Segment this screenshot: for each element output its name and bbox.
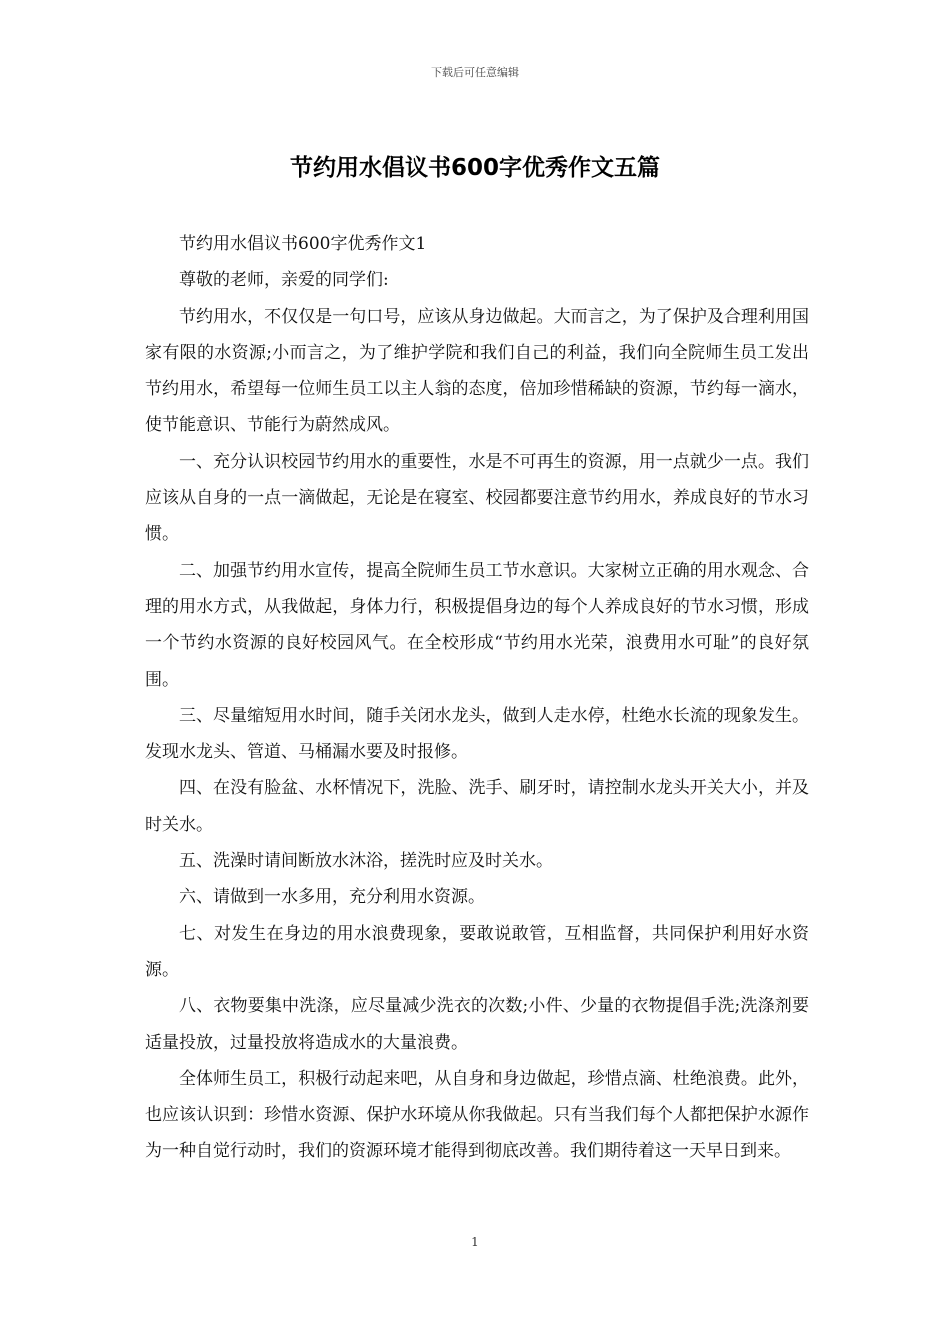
- paragraph-point-3: 三、尽量缩短用水时间，随手关闭水龙头，做到人走水停，杜绝水长流的现象发生。发现水龙头、管道、马桶漏水要及时报修。: [145, 705, 809, 763]
- document-title: 节约用水倡议书600字优秀作文五篇: [289, 155, 660, 181]
- paragraph-point-2: 二、加强节约用水宣传，提高全院师生员工节水意识。大家树立正确的用水观念、合理的用水方式，从我做起，身体力行，积极提倡身边的每个人养成良好的节水习惯，形成一个节约水资源的良好校园风气。在全校形成“节约用水光荣，浪费用水可耻”的良好氛围。: [145, 560, 809, 690]
- paragraph-intro: 节约用水，不仅仅是一句口号，应该从身边做起。大而言之，为了保护及合理利用国家有限的水资源;小而言之，为了维护学院和我们自己的利益，我们向全院师生员工发出节约用水，希望每一位师生员工以主人翁的态度，倍加珍惜稀缺的资源，节约每一滴水，使节能意识、节能行为蔚然成风。: [145, 306, 809, 436]
- paragraph-point-1: 一、充分认识校园节约用水的重要性，水是不可再生的资源，用一点就少一点。我们应该从自身的一点一滴做起，无论是在寝室、校园都要注意节约用水，养成良好的节水习惯。: [145, 451, 809, 545]
- document-body: [145, 226, 809, 1170]
- paragraph-point-8: 八、衣物要集中洗涤，应尽量减少洗衣的次数;小件、少量的衣物提倡手洗;洗涤剂要适量投放，过量投放将造成水的大量浪费。: [145, 996, 809, 1053]
- paragraph-salutation: 尊敬的老师，亲爱的同学们:: [179, 270, 389, 291]
- paragraph-conclusion: 全体师生员工，积极行动起来吧，从自身和身边做起，珍惜点滴、杜绝浪费。此外，也应该认识到：珍惜水资源、保护水环境从你我做起。只有当我们每个人都把保护水源作为一种自觉行动时，我们的资源环境才能得到彻底改善。我们期待着这一天早日到来。: [145, 1068, 809, 1162]
- paragraph-point-4: 四、在没有脸盆、水杯情况下，洗脸、洗手、刷牙时，请控制水龙头开关大小，并及时关水。: [145, 778, 809, 835]
- paragraph-subtitle: 节约用水倡议书600字优秀作文1: [179, 234, 427, 254]
- page-number: 1: [471, 1235, 479, 1249]
- paragraph-point-5: 五、洗澡时请间断放水沐浴，搓洗时应及时关水。: [179, 851, 553, 872]
- paragraph-point-6: 六、请做到一水多用，充分利用水资源。: [179, 887, 485, 908]
- paragraph-point-7: 七、对发生在身边的用水浪费现象，要敢说敢管，互相监督，共同保护利用好水资源。: [145, 923, 809, 980]
- page-header-note: 下载后可任意编辑: [431, 66, 519, 79]
